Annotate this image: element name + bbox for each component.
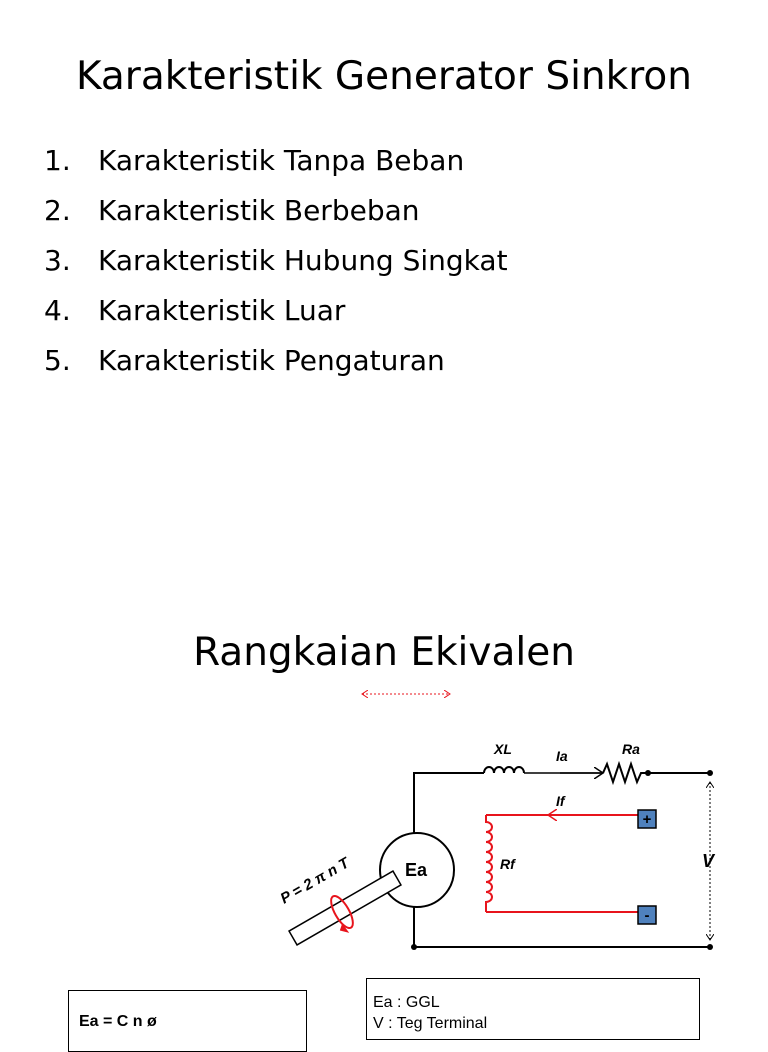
return-wire bbox=[411, 882, 713, 950]
legend-line: V : Teg Terminal bbox=[373, 1015, 488, 1032]
if-label: If bbox=[556, 793, 565, 809]
minus-sign: - bbox=[644, 907, 650, 924]
list-number: 2. bbox=[44, 194, 71, 227]
list-text: Karakteristik Hubung Singkat bbox=[98, 244, 508, 277]
list-text: Karakteristik Luar bbox=[98, 294, 346, 327]
ia-label: Ia bbox=[556, 748, 568, 764]
list-number: 1. bbox=[44, 144, 71, 177]
node bbox=[411, 944, 417, 950]
rf-coil bbox=[486, 815, 492, 912]
xl-inductor bbox=[484, 767, 524, 773]
rf-label: Rf bbox=[500, 856, 515, 872]
power-formula: P = 2 π n T bbox=[277, 854, 353, 908]
list-number: 4. bbox=[44, 294, 71, 327]
v-label: V bbox=[702, 851, 715, 871]
list-text: Karakteristik Berbeban bbox=[98, 194, 420, 227]
legend-box bbox=[366, 978, 700, 1040]
list-number: 3. bbox=[44, 244, 71, 277]
emf-equation: Ea = C n ø bbox=[79, 1013, 157, 1030]
terminal-node-top bbox=[707, 770, 713, 776]
ea-label: Ea bbox=[405, 860, 428, 880]
ra-label: Ra bbox=[622, 741, 640, 757]
slide-title: Karakteristik Generator Sinkron bbox=[76, 54, 692, 99]
list-number: 5. bbox=[44, 344, 71, 377]
ra-resistor bbox=[603, 764, 710, 782]
xl-label: XL bbox=[494, 741, 512, 757]
node bbox=[645, 770, 651, 776]
list-text: Karakteristik Pengaturan bbox=[98, 344, 445, 377]
plus-sign: + bbox=[642, 811, 652, 828]
terminal-node-bottom bbox=[707, 944, 713, 950]
list-text: Karakteristik Tanpa Beban bbox=[98, 144, 465, 177]
equation-box bbox=[68, 990, 307, 1052]
circuit-title: Rangkaian Ekivalen bbox=[193, 630, 575, 675]
legend-line: Ea : GGL bbox=[373, 994, 440, 1011]
